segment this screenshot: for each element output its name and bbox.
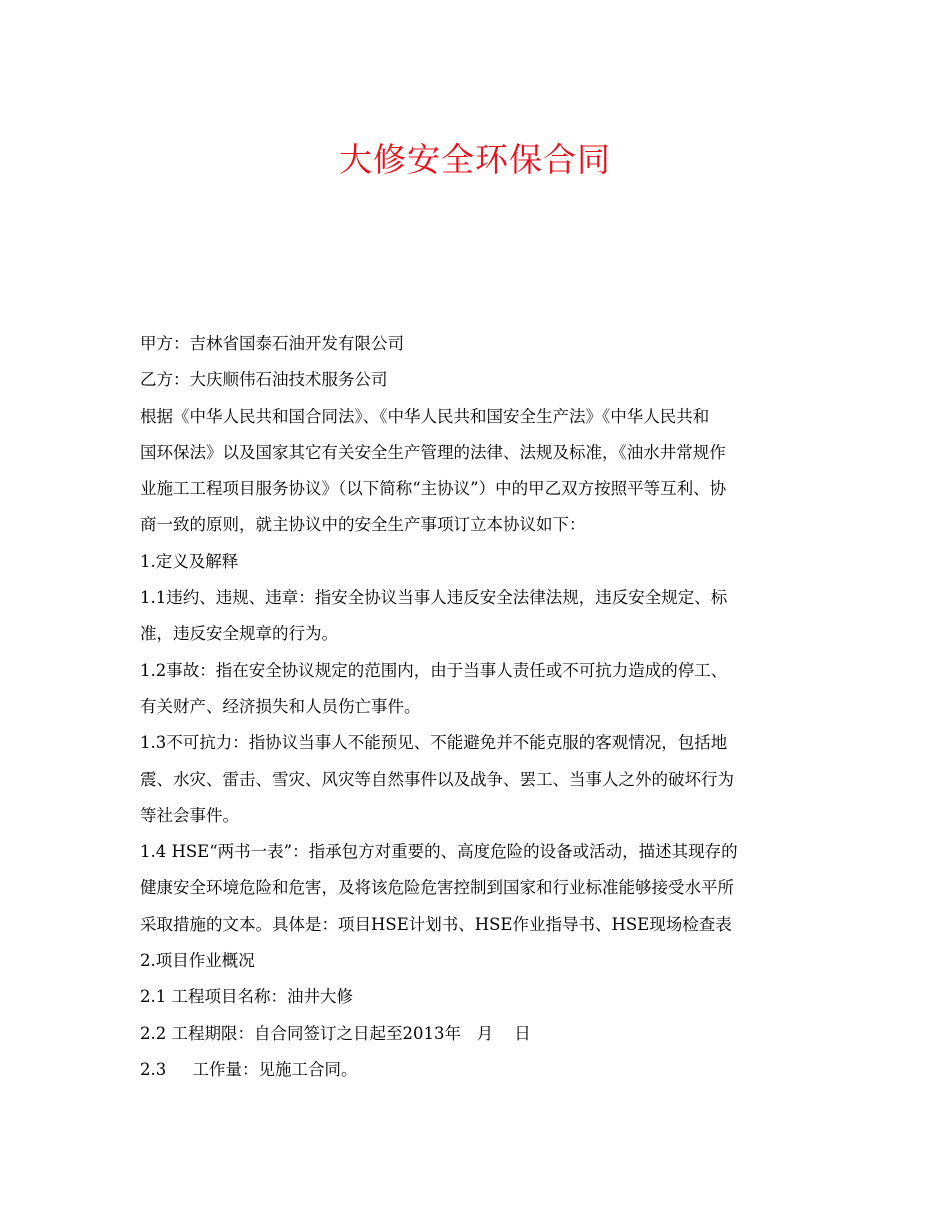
- intro-line: 根据《中华人民共和国合同法》、《中华人民共和国安全生产法》《中华人民共和: [140, 406, 710, 426]
- clause-2-1: [140, 979, 812, 1015]
- section-1-heading: [140, 544, 812, 580]
- party-b: [140, 362, 812, 398]
- clause-1-2: [140, 653, 812, 726]
- intro-line: 业施工工程项目服务协议》（以下简称“主协议”）中的甲乙双方按照平等互利、协: [140, 479, 727, 499]
- section-heading-line: 1.定义及解释: [140, 551, 239, 571]
- clause-line: 2.1 工程项目名称：油井大修: [140, 987, 353, 1007]
- clause-line: 准，违反安全规章的行为。: [140, 624, 338, 644]
- intro-paragraph: [140, 399, 812, 544]
- clause-1-3: [140, 725, 812, 834]
- party-a: [140, 326, 812, 362]
- party-b-line: 乙方：大庆顺伟石油技术服务公司: [140, 370, 388, 390]
- clause-line: 有关财产、经济损失和人员伤亡事件。: [140, 696, 421, 716]
- clause-1-1: [140, 580, 812, 653]
- intro-line: 国环保法》以及国家其它有关安全生产管理的法律、法规及标准，《油水井常规作: [140, 442, 726, 462]
- section-heading-line: 2.项目作业概况: [140, 951, 255, 971]
- clause-line: 采取措施的文本。具体是：项目HSE计划书、HSE作业指导书、HSE现场检查表: [140, 914, 732, 934]
- clause-line: 2.3 工作量：见施工合同。: [140, 1059, 358, 1079]
- clause-1-4: [140, 834, 812, 943]
- clause-line: 等社会事件。: [140, 805, 239, 825]
- clause-line: 1.2事故：指在安全协议规定的范围内，由于当事人责任或不可抗力造成的停工、: [140, 660, 728, 680]
- clause-line: 健康安全环境危险和危害，及将该危险危害控制到国家和行业标准能够接受水平所: [140, 878, 734, 898]
- clause-2-2: [140, 1016, 812, 1052]
- clause-2-3: [140, 1052, 812, 1088]
- clause-line: 1.3不可抗力：指协议当事人不能预见、不能避免并不能克服的客观情况，包括地: [140, 733, 728, 753]
- clause-line: 2.2 工程期限：自合同签订之日起至2013年 月 日: [140, 1023, 531, 1043]
- section-2-heading: [140, 943, 812, 979]
- party-a-line: 甲方：吉林省国泰石油开发有限公司: [140, 334, 404, 353]
- intro-line: 商一致的原则，就主协议中的安全生产事项订立本协议如下：: [140, 515, 586, 535]
- document-body: [140, 326, 812, 1088]
- clause-line: 1.1违约、违规、违章：指安全协议当事人违反安全法律法规，违反安全规定、标: [140, 588, 728, 608]
- clause-line: 1.4 HSE“两书一表”：指承包方对重要的、高度危险的设备或活动，描述其现存的: [140, 842, 738, 862]
- clause-line: 震、水灾、雷击、雪灾、风灾等自然事件以及战争、罢工、当事人之外的破坏行为: [140, 769, 734, 789]
- document-title: 大修安全环保合同: [339, 140, 611, 179]
